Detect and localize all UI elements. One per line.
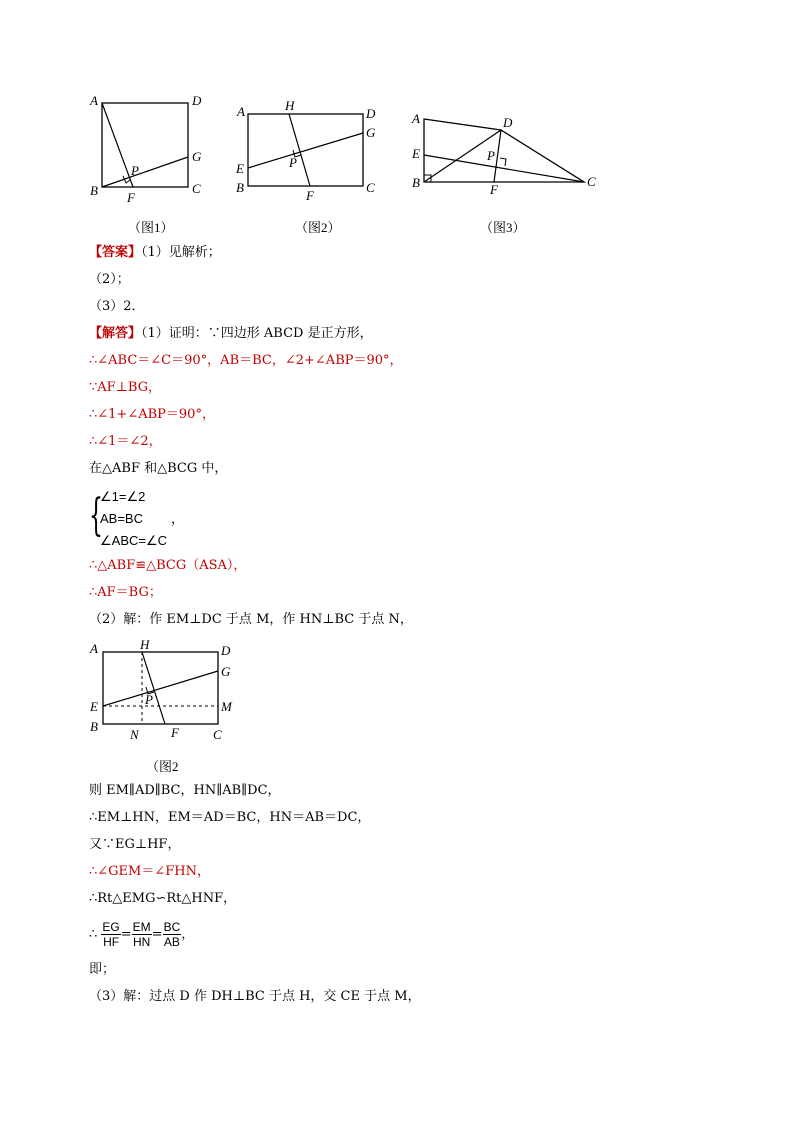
caption-fig2: （图2）	[295, 220, 341, 235]
solution-l17: （3）解：过点 D 作 DH⊥BC 于点 H，交 CE 于点 M，	[89, 989, 421, 1004]
label-g: G	[221, 664, 231, 679]
fraction-eg: EG	[102, 920, 120, 934]
segment-df	[494, 130, 501, 182]
therefore-symbol: ∴	[89, 927, 98, 942]
label-f: F	[127, 190, 135, 205]
label-b: B	[90, 183, 98, 198]
figure-3	[408, 110, 603, 200]
label-f: F	[490, 182, 498, 197]
solution-l3: ∵AF⊥BG，	[89, 380, 162, 395]
system-eq-2-text: AB=BC	[100, 511, 143, 526]
fraction-em: EM	[132, 920, 151, 934]
label-n: N	[130, 727, 139, 742]
label-a: A	[412, 111, 420, 126]
label-d: D	[503, 115, 513, 130]
fraction-hf: HF	[103, 935, 120, 949]
solution-l10: 则 EM∥AD∥BC，HN∥AB∥DC，	[89, 783, 281, 798]
figure-1	[85, 90, 215, 210]
label-c: C	[192, 181, 201, 196]
caption-fig4: （图2	[146, 759, 179, 774]
equals-2: =	[151, 927, 163, 942]
solution-l1: （1）证明：∵四边形 ABCD 是正方形，	[141, 326, 373, 341]
solution-l13: ∴∠GEM＝∠FHN，	[89, 864, 210, 879]
fraction-bc-ab	[163, 920, 182, 949]
segment-eg	[103, 671, 218, 706]
label-p: P	[145, 692, 153, 707]
solution-l2: ∴∠ABC＝∠C＝90°，AB＝BC，∠2+∠ABP＝90°，	[89, 353, 403, 368]
label-a: A	[237, 104, 245, 119]
figure-4	[85, 636, 245, 744]
solution-l7: ∴△ABF≌△BCG（ASA），	[89, 558, 247, 573]
label-h: H	[285, 98, 295, 113]
solution-l6: 在△ABF 和△BCG 中，	[89, 461, 228, 476]
label-f: F	[306, 188, 314, 203]
solution-tag: 【解答】	[89, 326, 142, 341]
fraction-eg-hf	[101, 920, 120, 949]
answer-3: （3）2．	[89, 299, 145, 314]
caption-fig3: （图3）	[480, 220, 526, 235]
answer-tag: 【答案】	[89, 245, 142, 260]
label-d: D	[366, 106, 376, 121]
solution-l5: ∴∠1＝∠2，	[89, 434, 162, 449]
caption-fig1: （图1）	[128, 220, 174, 235]
label-b: B	[412, 175, 420, 190]
system-eq-2	[100, 510, 184, 528]
label-g: G	[366, 125, 376, 140]
label-c: C	[366, 180, 375, 195]
label-p: P	[131, 163, 139, 178]
solution-l16: 即；	[89, 962, 116, 977]
fraction-ab: AB	[163, 935, 180, 949]
system-eq-3: ∠ABC=∠C	[100, 533, 168, 548]
label-m: M	[221, 699, 232, 714]
label-h: H	[140, 637, 150, 652]
segment-af	[102, 103, 133, 187]
label-b: B	[90, 719, 98, 734]
segment-eg	[248, 133, 363, 168]
right-angle-mark-p	[500, 158, 506, 166]
solution-l14: ∴Rt△EMG∽Rt△HNF，	[89, 891, 237, 906]
equals-1: =	[120, 927, 132, 942]
system-brace: {	[89, 490, 103, 541]
solution-l12: 又∵EG⊥HF，	[89, 837, 181, 852]
fraction-hn: HN	[133, 935, 151, 949]
solution-l9: （2）解：作 EM⊥DC 于点 M，作 HN⊥BC 于点 N，	[89, 612, 413, 627]
label-e: E	[236, 161, 244, 176]
solution-l15	[89, 918, 194, 952]
label-d: D	[221, 643, 231, 658]
label-c: C	[587, 174, 596, 189]
answer-1: （1）见解析；	[141, 245, 221, 260]
system-eq-1: ∠1=∠2	[100, 489, 146, 504]
label-g: G	[192, 149, 202, 164]
label-e: E	[90, 699, 98, 714]
label-a: A	[90, 641, 98, 656]
answer-2: （2）；	[89, 272, 130, 287]
solution-line-1	[89, 325, 373, 343]
label-p: P	[289, 155, 297, 170]
solution-l11: ∴EM⊥HN，EM＝AD＝BC，HN＝AB＝DC，	[89, 810, 371, 825]
solution-l4: ∴∠1+∠ABP＝90°，	[89, 407, 215, 422]
fraction-bc: BC	[163, 920, 181, 934]
answer-line-1	[89, 244, 221, 262]
fraction-em-hn	[132, 920, 152, 949]
solution-l8: ∴AF＝BG；	[89, 585, 162, 600]
label-b: B	[236, 180, 244, 195]
square-abcd	[102, 103, 188, 187]
label-p: P	[487, 148, 495, 163]
label-c: C	[213, 727, 222, 742]
label-e: E	[412, 146, 420, 161]
label-f: F	[171, 725, 179, 740]
system-comma: ，	[171, 511, 185, 526]
label-a: A	[90, 93, 98, 108]
comma: ，	[181, 927, 195, 942]
label-d: D	[192, 93, 202, 108]
figure-2	[232, 95, 382, 205]
segment-bg	[102, 157, 188, 187]
